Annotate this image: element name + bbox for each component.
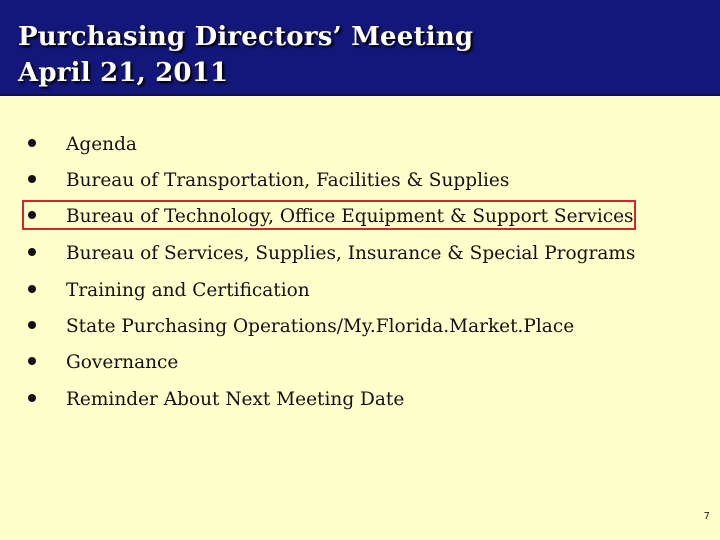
bullet-icon bbox=[28, 357, 36, 365]
slide-date: April 21, 2011 bbox=[18, 58, 229, 88]
agenda-item-label: Agenda bbox=[66, 134, 137, 155]
agenda-item-label: Bureau of Services, Supplies, Insurance & Special Programs bbox=[66, 243, 636, 264]
agenda-item-label: Training and Certification bbox=[66, 280, 310, 301]
bullet-icon bbox=[28, 139, 36, 147]
agenda-item-label: Governance bbox=[66, 352, 179, 373]
bullet-icon bbox=[28, 285, 36, 293]
agenda-item-label: State Purchasing Operations/My.Florida.Market.Place bbox=[66, 316, 575, 337]
bullet-icon bbox=[28, 248, 36, 256]
agenda-item-label: Reminder About Next Meeting Date bbox=[66, 389, 405, 410]
agenda-item bbox=[28, 243, 668, 271]
agenda-item bbox=[28, 280, 668, 308]
agenda-item bbox=[28, 316, 668, 344]
bullet-icon bbox=[28, 394, 36, 402]
bullet-icon bbox=[28, 321, 36, 329]
agenda-item bbox=[28, 389, 668, 417]
bullet-icon bbox=[28, 175, 36, 183]
agenda-item bbox=[28, 134, 668, 162]
slide-title: Purchasing Directors’ Meeting bbox=[18, 22, 474, 52]
highlight-box bbox=[22, 200, 636, 230]
page-number: 7 bbox=[703, 511, 710, 522]
agenda-item bbox=[28, 170, 668, 198]
agenda-item-label: Bureau of Technology, Office Equipment & Support Services bbox=[66, 206, 634, 227]
agenda-item-label: Bureau of Transportation, Facilities & Supplies bbox=[66, 170, 510, 191]
agenda-item bbox=[28, 352, 668, 380]
